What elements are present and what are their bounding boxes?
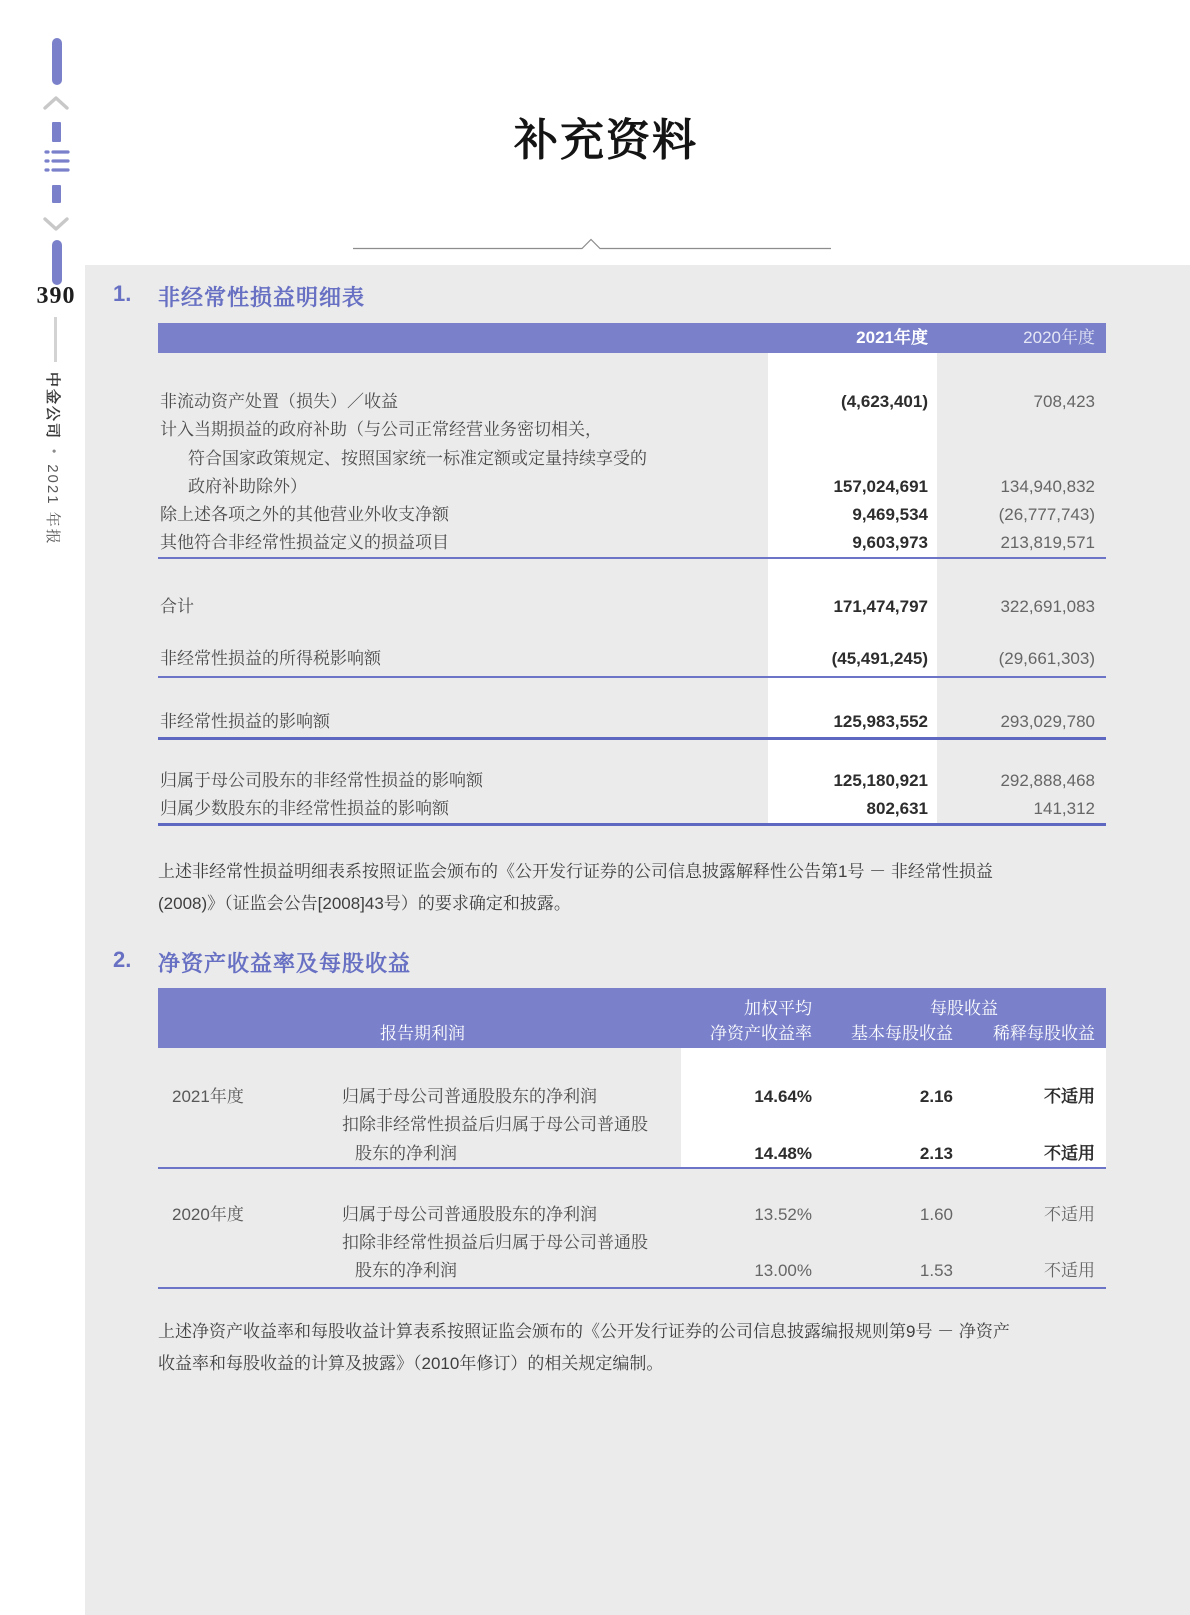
row-desc: 扣除非经常性损益后归属于母公司普通股: [342, 1115, 648, 1134]
section2-title: 净资产收益率及每股收益: [158, 951, 412, 976]
table1-body: [158, 353, 1106, 826]
note-line: (2008)》（证监会公告[2008]43号）的要求确定和披露。: [158, 894, 571, 913]
note-line: 上述净资产收益率和每股收益计算表系按照证监会颁布的《公开发行证券的公司信息披露编报规则第9号 － 净资产: [158, 1322, 1010, 1341]
table-row: [158, 645, 1106, 673]
value-2021: (45,491,245): [831, 649, 928, 668]
row-roe: 14.64%: [754, 1087, 812, 1106]
row-year: 2020年度: [172, 1205, 244, 1224]
table1-bottom-rule: [158, 823, 1106, 826]
non-recurring-items-table: [158, 323, 1106, 826]
value-2020: 708,423: [1033, 392, 1095, 411]
page-number-rule: [54, 317, 57, 362]
row-label: 非经常性损益的影响额: [160, 712, 330, 731]
table-row: [158, 1140, 1106, 1168]
table2-col-roe-line2: 净资产收益率: [710, 1024, 812, 1043]
value-2020: 141,312: [1033, 799, 1095, 818]
row-label: 非经常性损益的所得税影响额: [160, 649, 381, 668]
table-row: [158, 473, 1106, 501]
value-2021: 9,603,973: [852, 533, 928, 552]
table-row: [158, 795, 1106, 823]
section1-title: 非经常性损益明细表: [158, 285, 366, 310]
value-2021: 171,474,797: [833, 597, 928, 616]
table1-divider-3: [158, 737, 1106, 740]
row-eps-diluted: 不适用: [1044, 1205, 1095, 1224]
table2-col-roe-line1: 加权平均: [744, 999, 812, 1018]
row-eps-diluted: 不适用: [1044, 1261, 1095, 1280]
value-2020: 213,819,571: [1000, 533, 1095, 552]
table-row: [158, 1111, 1106, 1139]
table-row: [158, 529, 1106, 557]
section1-note: [158, 856, 1098, 920]
row-label: 非流动资产处置（损失）／收益: [160, 392, 398, 411]
table-row: [158, 416, 1106, 444]
table2-col-eps-diluted: 稀释每股收益: [993, 1024, 1095, 1043]
value-2020: 322,691,083: [1000, 597, 1095, 616]
table-row: [158, 1201, 1106, 1229]
row-desc: 归属于母公司普通股股东的净利润: [342, 1087, 597, 1106]
row-label: 其他符合非经常性损益定义的损益项目: [160, 533, 449, 552]
value-2020: 293,029,780: [1000, 712, 1095, 731]
section2-heading: [113, 947, 411, 978]
table2-col-eps-group: 每股收益: [930, 999, 998, 1018]
table1-header-row: [158, 323, 1106, 353]
row-eps-basic: 2.13: [919, 1144, 953, 1163]
row-label: 政府补助除外）: [188, 477, 307, 496]
value-2021: 125,180,921: [833, 771, 928, 790]
table2-header-row-2: [158, 1021, 1106, 1046]
value-2021: 125,983,552: [833, 712, 928, 731]
table2-col-eps-basic: 基本每股收益: [851, 1024, 953, 1043]
row-desc: 归属于母公司普通股股东的净利润: [342, 1205, 597, 1224]
table2-col-profit: 报告期利润: [380, 1024, 465, 1043]
page-number: 390: [36, 283, 76, 309]
row-label: 合计: [160, 597, 194, 616]
value-2021: (4,623,401): [841, 392, 928, 411]
table-row: [158, 708, 1106, 736]
table1-col-2021: 2021年度: [856, 328, 928, 347]
table1-col-2020: 2020年度: [1023, 328, 1095, 347]
row-roe: 14.48%: [754, 1144, 812, 1163]
row-label: 符合国家政策规定、按照国家统一标准定额或定量持续享受的: [188, 449, 647, 468]
roe-eps-table: [158, 988, 1106, 1289]
section2-number: 2.: [113, 947, 132, 972]
value-2020: 292,888,468: [1000, 771, 1095, 790]
table2-bottom-rule: [158, 1287, 1106, 1289]
row-eps-basic: 1.53: [919, 1261, 953, 1280]
spine-text: [43, 372, 64, 546]
chevron-down-icon[interactable]: [43, 216, 69, 232]
row-label: 归属于母公司股东的非经常性损益的影响额: [160, 771, 483, 790]
row-desc: 扣除非经常性损益后归属于母公司普通股: [342, 1233, 648, 1252]
table-row: [158, 1083, 1106, 1111]
spine-company: 中金公司: [44, 372, 61, 441]
nav-bar-icon-lower: [52, 185, 61, 203]
table2-divider-1: [158, 1167, 1106, 1169]
title-divider-ornament: [353, 237, 831, 250]
value-2020: (29,661,303): [998, 649, 1095, 668]
row-eps-basic: 2.16: [919, 1087, 953, 1106]
table1-divider-1: [158, 557, 1106, 559]
row-desc: 股东的净利润: [355, 1261, 457, 1280]
value-2021: 157,024,691: [833, 477, 928, 496]
section2-note: [158, 1316, 1098, 1380]
row-label: 计入当期损益的政府补助（与公司正常经营业务密切相关，: [160, 420, 602, 439]
table1-header-spacer: [158, 323, 740, 353]
page-title: 补充资料: [514, 116, 698, 165]
note-line: 收益率和每股收益的计算及披露》（2010年修订）的相关规定编制。: [158, 1354, 664, 1373]
section1-number: 1.: [113, 281, 132, 306]
table-row: [158, 1257, 1106, 1285]
table1-divider-2: [158, 676, 1106, 678]
nav-pill-bottom: [52, 240, 62, 285]
row-eps-diluted: 不适用: [1044, 1144, 1095, 1163]
row-eps-basic: 1.60: [919, 1205, 953, 1224]
row-roe: 13.52%: [754, 1205, 812, 1224]
table-row: [158, 388, 1106, 416]
value-2021: 802,631: [866, 799, 928, 818]
value-2020: 134,940,832: [1000, 477, 1095, 496]
table2-body: [158, 1048, 1106, 1289]
table2-header: [158, 988, 1106, 1048]
nav-pill-top: [52, 38, 62, 85]
row-eps-diluted: 不适用: [1044, 1087, 1095, 1106]
row-desc: 股东的净利润: [355, 1144, 457, 1163]
table-row: [158, 1229, 1106, 1257]
row-roe: 13.00%: [754, 1261, 812, 1280]
row-year: 2021年度: [172, 1087, 244, 1106]
row-label: 除上述各项之外的其他营业外收支净额: [160, 505, 449, 524]
row-label: 归属少数股东的非经常性损益的影响额: [160, 799, 449, 818]
section1-heading: [113, 281, 365, 312]
table-row: [158, 445, 1106, 473]
table-row-total: [158, 593, 1106, 621]
table2-header-row-1: [158, 996, 1106, 1021]
note-line: 上述非经常性损益明细表系按照证监会颁布的《公开发行证券的公司信息披露解释性公告第1号 － 非经常性损益: [158, 862, 993, 881]
table-row: [158, 767, 1106, 795]
value-2020: (26,777,743): [998, 505, 1095, 524]
spine-edition: 2021 年报: [44, 464, 61, 546]
table-row: [158, 501, 1106, 529]
value-2021: 9,469,534: [852, 505, 928, 524]
spine-separator-dot: •: [47, 449, 61, 456]
